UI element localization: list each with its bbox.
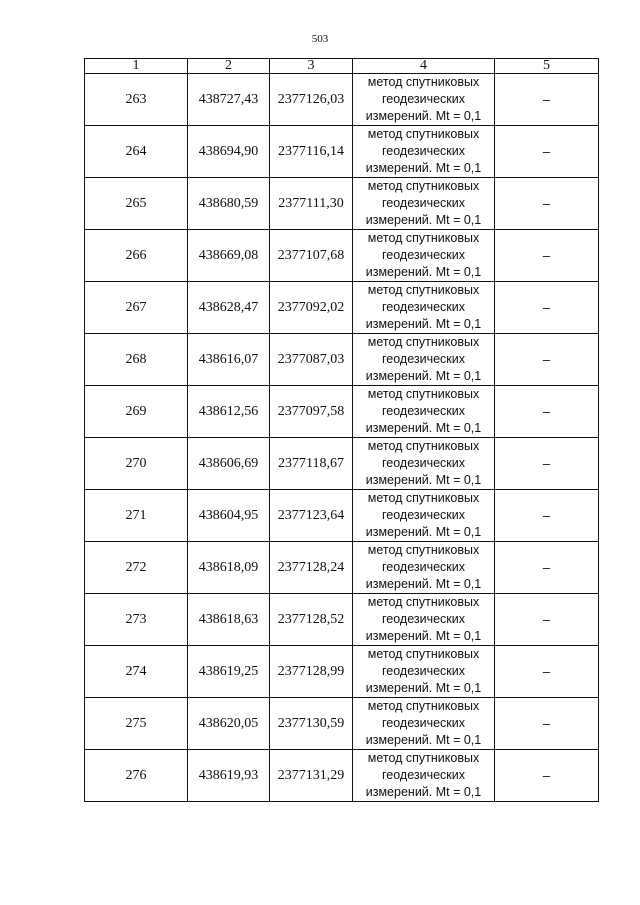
note-cell: – [495,750,599,802]
method-cell: метод спутниковых геодезических измерений. Mt = 0,1 [353,74,495,126]
table-row [85,282,599,334]
table-row [85,594,599,646]
point-number-cell: 264 [85,126,188,178]
note-cell: – [495,490,599,542]
x-coordinate-cell: 438619,25 [188,646,270,698]
table-row [85,698,599,750]
x-coordinate-cell: 438628,47 [188,282,270,334]
point-number-cell: 274 [85,646,188,698]
note-cell: – [495,698,599,750]
y-coordinate-cell: 2377092,02 [270,282,353,334]
method-cell: метод спутниковых геодезических измерений. Mt = 0,1 [353,178,495,230]
x-coordinate-cell: 438620,05 [188,698,270,750]
y-coordinate-cell: 2377126,03 [270,74,353,126]
note-cell: – [495,542,599,594]
table-row [85,230,599,282]
note-cell: – [495,438,599,490]
table-row [85,750,599,802]
y-coordinate-cell: 2377118,67 [270,438,353,490]
y-coordinate-cell: 2377123,64 [270,490,353,542]
x-coordinate-cell: 438618,63 [188,594,270,646]
method-cell: метод спутниковых геодезических измерений. Mt = 0,1 [353,698,495,750]
table-row [85,386,599,438]
y-coordinate-cell: 2377107,68 [270,230,353,282]
note-cell: – [495,178,599,230]
y-coordinate-cell: 2377116,14 [270,126,353,178]
y-coordinate-cell: 2377128,52 [270,594,353,646]
point-number-cell: 275 [85,698,188,750]
table-header [85,59,599,74]
note-cell: – [495,126,599,178]
point-number-cell: 263 [85,74,188,126]
method-cell: метод спутниковых геодезических измерений. Mt = 0,1 [353,334,495,386]
method-cell: метод спутниковых геодезических измерений. Mt = 0,1 [353,750,495,802]
point-number-cell: 272 [85,542,188,594]
method-cell: метод спутниковых геодезических измерений. Mt = 0,1 [353,386,495,438]
header-row [85,59,599,74]
table-row [85,646,599,698]
note-cell: – [495,594,599,646]
header-col-4: 4 [353,59,495,74]
x-coordinate-cell: 438727,43 [188,74,270,126]
table-row [85,178,599,230]
method-cell: метод спутниковых геодезических измерений. Mt = 0,1 [353,594,495,646]
point-number-cell: 267 [85,282,188,334]
table-row [85,542,599,594]
point-number-cell: 276 [85,750,188,802]
x-coordinate-cell: 438680,59 [188,178,270,230]
x-coordinate-cell: 438616,07 [188,334,270,386]
x-coordinate-cell: 438604,95 [188,490,270,542]
method-cell: метод спутниковых геодезических измерений. Mt = 0,1 [353,230,495,282]
method-cell: метод спутниковых геодезических измерений. Mt = 0,1 [353,438,495,490]
point-number-cell: 270 [85,438,188,490]
x-coordinate-cell: 438619,93 [188,750,270,802]
method-cell: метод спутниковых геодезических измерений. Mt = 0,1 [353,490,495,542]
header-col-1: 1 [85,59,188,74]
point-number-cell: 266 [85,230,188,282]
note-cell: – [495,230,599,282]
x-coordinate-cell: 438618,09 [188,542,270,594]
method-cell: метод спутниковых геодезических измерений. Mt = 0,1 [353,282,495,334]
note-cell: – [495,74,599,126]
note-cell: – [495,334,599,386]
y-coordinate-cell: 2377130,59 [270,698,353,750]
point-number-cell: 269 [85,386,188,438]
table-row [85,438,599,490]
x-coordinate-cell: 438612,56 [188,386,270,438]
method-cell: метод спутниковых геодезических измерений. Mt = 0,1 [353,126,495,178]
point-number-cell: 273 [85,594,188,646]
x-coordinate-cell: 438606,69 [188,438,270,490]
table-body [85,74,599,802]
note-cell: – [495,386,599,438]
method-cell: метод спутниковых геодезических измерений. Mt = 0,1 [353,542,495,594]
header-col-3: 3 [270,59,353,74]
method-cell: метод спутниковых геодезических измерений. Mt = 0,1 [353,646,495,698]
note-cell: – [495,282,599,334]
point-number-cell: 271 [85,490,188,542]
point-number-cell: 265 [85,178,188,230]
table-row [85,74,599,126]
x-coordinate-cell: 438694,90 [188,126,270,178]
y-coordinate-cell: 2377128,24 [270,542,353,594]
header-col-5: 5 [495,59,599,74]
table-row [85,490,599,542]
y-coordinate-cell: 2377128,99 [270,646,353,698]
table-row [85,126,599,178]
header-col-2: 2 [188,59,270,74]
y-coordinate-cell: 2377087,03 [270,334,353,386]
y-coordinate-cell: 2377097,58 [270,386,353,438]
table-row [85,334,599,386]
y-coordinate-cell: 2377111,30 [270,178,353,230]
x-coordinate-cell: 438669,08 [188,230,270,282]
y-coordinate-cell: 2377131,29 [270,750,353,802]
page-number: 503 [311,33,329,45]
point-number-cell: 268 [85,334,188,386]
coordinates-table [84,58,599,802]
note-cell: – [495,646,599,698]
